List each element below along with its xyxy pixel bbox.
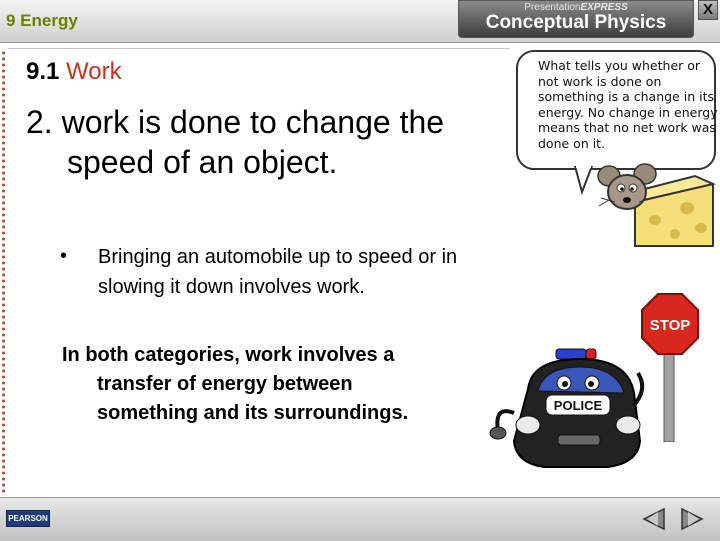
chapter-title: 9 Energy [6, 11, 78, 30]
main-point-line1: 2. work is done to change the [26, 104, 445, 140]
section-title [26, 58, 122, 86]
close-button[interactable]: X [698, 0, 718, 20]
footer-bar [0, 497, 720, 541]
header-divider [8, 48, 510, 49]
summary-line2: transfer of energy between [97, 373, 353, 395]
dotted-margin [1, 50, 6, 495]
section-word: Work [66, 58, 122, 85]
stop-sign-text: STOP [649, 317, 691, 334]
police-car-illustration [488, 345, 658, 477]
section-number: 9.1 [26, 58, 60, 85]
brand-banner [458, 0, 694, 38]
main-point-line2: speed of an object. [67, 144, 338, 180]
summary [62, 341, 502, 428]
speech-bubble [516, 50, 716, 170]
mouse-cheese-illustration [595, 162, 720, 250]
police-text: POLICE [553, 398, 603, 413]
summary-line1: In both categories, work involves a [62, 344, 395, 366]
bullet-marker: • [60, 245, 68, 267]
pearson-logo: PEARSON [6, 510, 50, 527]
brand-title: Conceptual Physics [485, 12, 667, 33]
sub-point: Bringing an automobile up to speed or in slowing it down involves work. [98, 246, 458, 298]
header-bar [0, 0, 720, 43]
main-point [26, 102, 526, 182]
next-slide-button[interactable] [678, 506, 708, 532]
summary-line3: something and its surroundings. [97, 402, 409, 424]
brand-prefix: PresentationEXPRESS [524, 2, 628, 13]
previous-slide-button[interactable] [638, 506, 668, 532]
speech-bubble-text: What tells you whether or not work is done on something is a change in its energy. No change in energy means that no net work was done on it. [538, 58, 718, 151]
